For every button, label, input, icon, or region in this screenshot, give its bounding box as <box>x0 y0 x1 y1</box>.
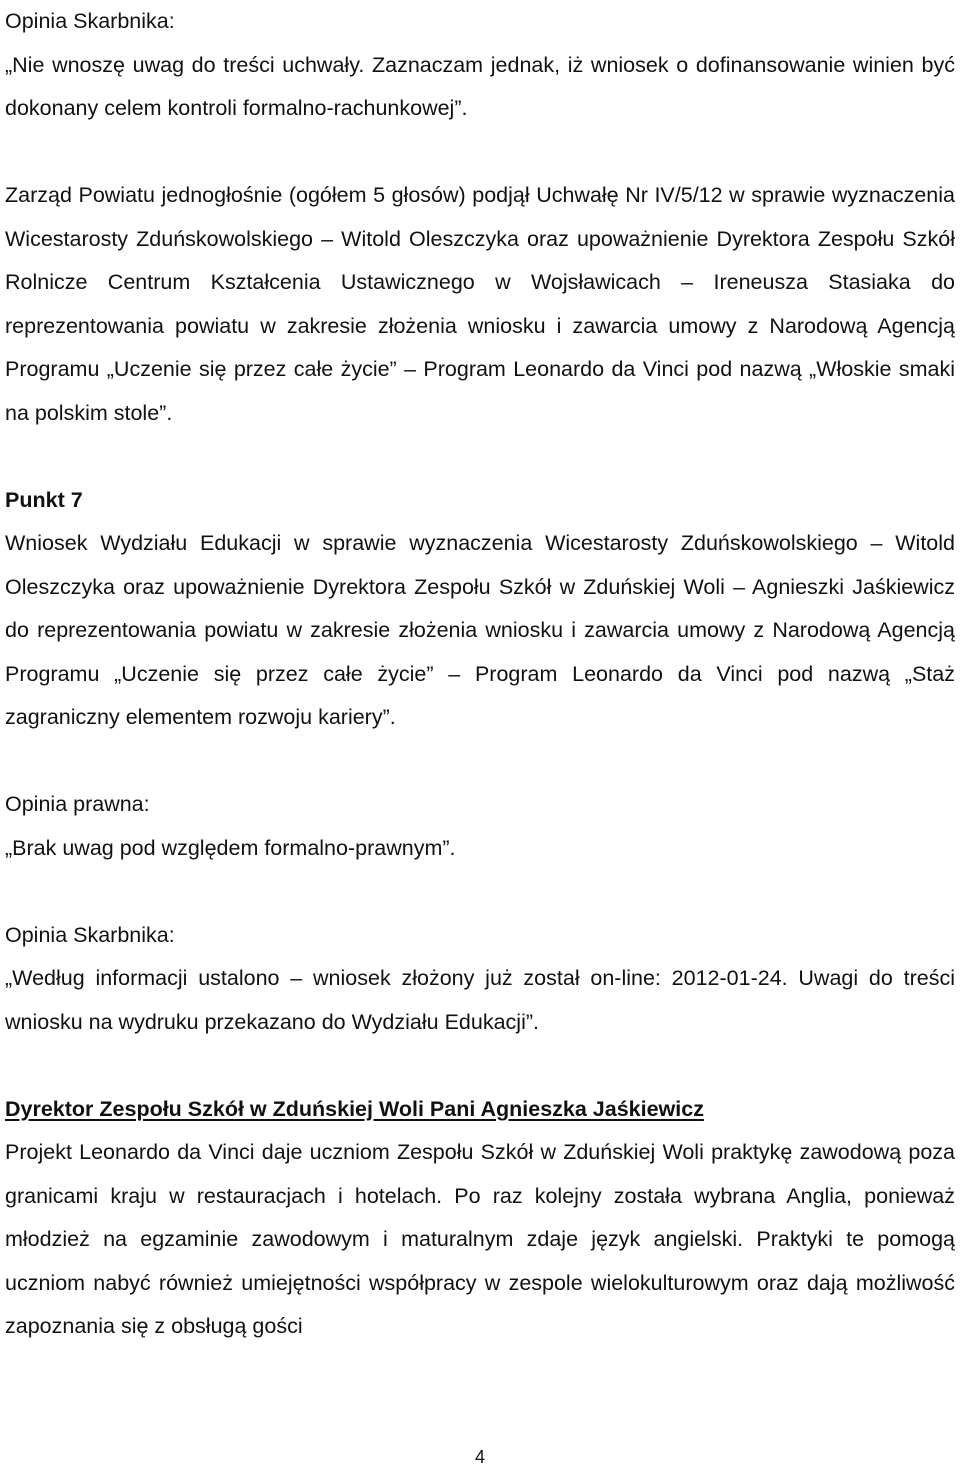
page-number: 4 <box>474 1447 485 1467</box>
spacer <box>5 870 955 914</box>
point-7-heading: Punkt 7 <box>5 487 83 512</box>
director-statement-heading: Dyrektor Zespołu Szkół w Zduńskiej Woli Pani Agnieszka Jaśkiewicz <box>5 1096 704 1121</box>
spacer <box>5 1044 955 1088</box>
treasurer-opinion-text-2: „Według informacji ustalono – wniosek złożony już został on-line: 2012-01-24. Uwagi do treści wniosku na wydruku przekazano do Wydziału Edukacji”. <box>5 966 955 1034</box>
treasurer-opinion-label-2: Opinia Skarbnika: <box>5 922 175 947</box>
spacer <box>5 740 955 784</box>
document-page <box>5 0 955 1349</box>
treasurer-opinion-label-1: Opinia Skarbnika: <box>5 9 175 33</box>
board-resolution-text: Zarząd Powiatu jednogłośnie (ogółem 5 głosów) podjął Uchwałę Nr IV/5/12 w sprawie wyznaczenia Wicestarosty Zduńskowolskiego – Witold Oleszczyka oraz upoważnienie Dyrektora Zespołu Szkół Rolnicze Centrum Kształcenia Ustawicznego w Wojsławicach – Ireneusza Stasiaka do reprezentowania powiatu w zakresie złożenia wniosku i zawarcia umowy z Narodową Agencją Programu „Uczenie się przez całe życie” – Program Leonardo da Vinci pod nazwą „Włoskie smaki na polskim stole”. <box>5 183 955 425</box>
point-7-text: Wniosek Wydziału Edukacji w sprawie wyznaczenia Wicestarosty Zduńskowolskiego – Witold Oleszczyka oraz upoważnienie Dyrektora Zespołu Szkół w Zduńskiej Woli – Agnieszki Jaśkiewicz do reprezentowania powiatu w zakresie złożenia wniosku i zawarcia umowy z Narodową Agencją Programu „Uczenie się przez całe życie” – Program Leonardo da Vinci pod nazwą „Staż zagraniczny elementem rozwoju kariery”. <box>5 531 955 729</box>
director-statement-text: Projekt Leonardo da Vinci daje uczniom Zespołu Szkół w Zduńskiej Woli praktykę zawodową poza granicami kraju w restauracjach i hotelach. Po raz kolejny została wybrana Anglia, ponieważ młodzież na egzaminie zawodowym i maturalnym zdaje język angielski. Praktyki te pomogą uczniom nabyć również umiejętności współpracy w zespole wielokulturowym oraz dają możliwość zapoznania się z obsługą gości <box>5 1140 955 1338</box>
legal-opinion-text: „Brak uwag pod względem formalno-prawnym”. <box>5 835 456 860</box>
spacer <box>5 435 955 479</box>
spacer <box>5 131 955 175</box>
treasurer-opinion-text-1: „Nie wnoszę uwag do treści uchwały. Zaznaczam jednak, iż wniosek o dofinansowanie winien być dokonany celem kontroli formalno-rachunkowej”. <box>5 52 955 120</box>
legal-opinion-label: Opinia prawna: <box>5 792 150 816</box>
